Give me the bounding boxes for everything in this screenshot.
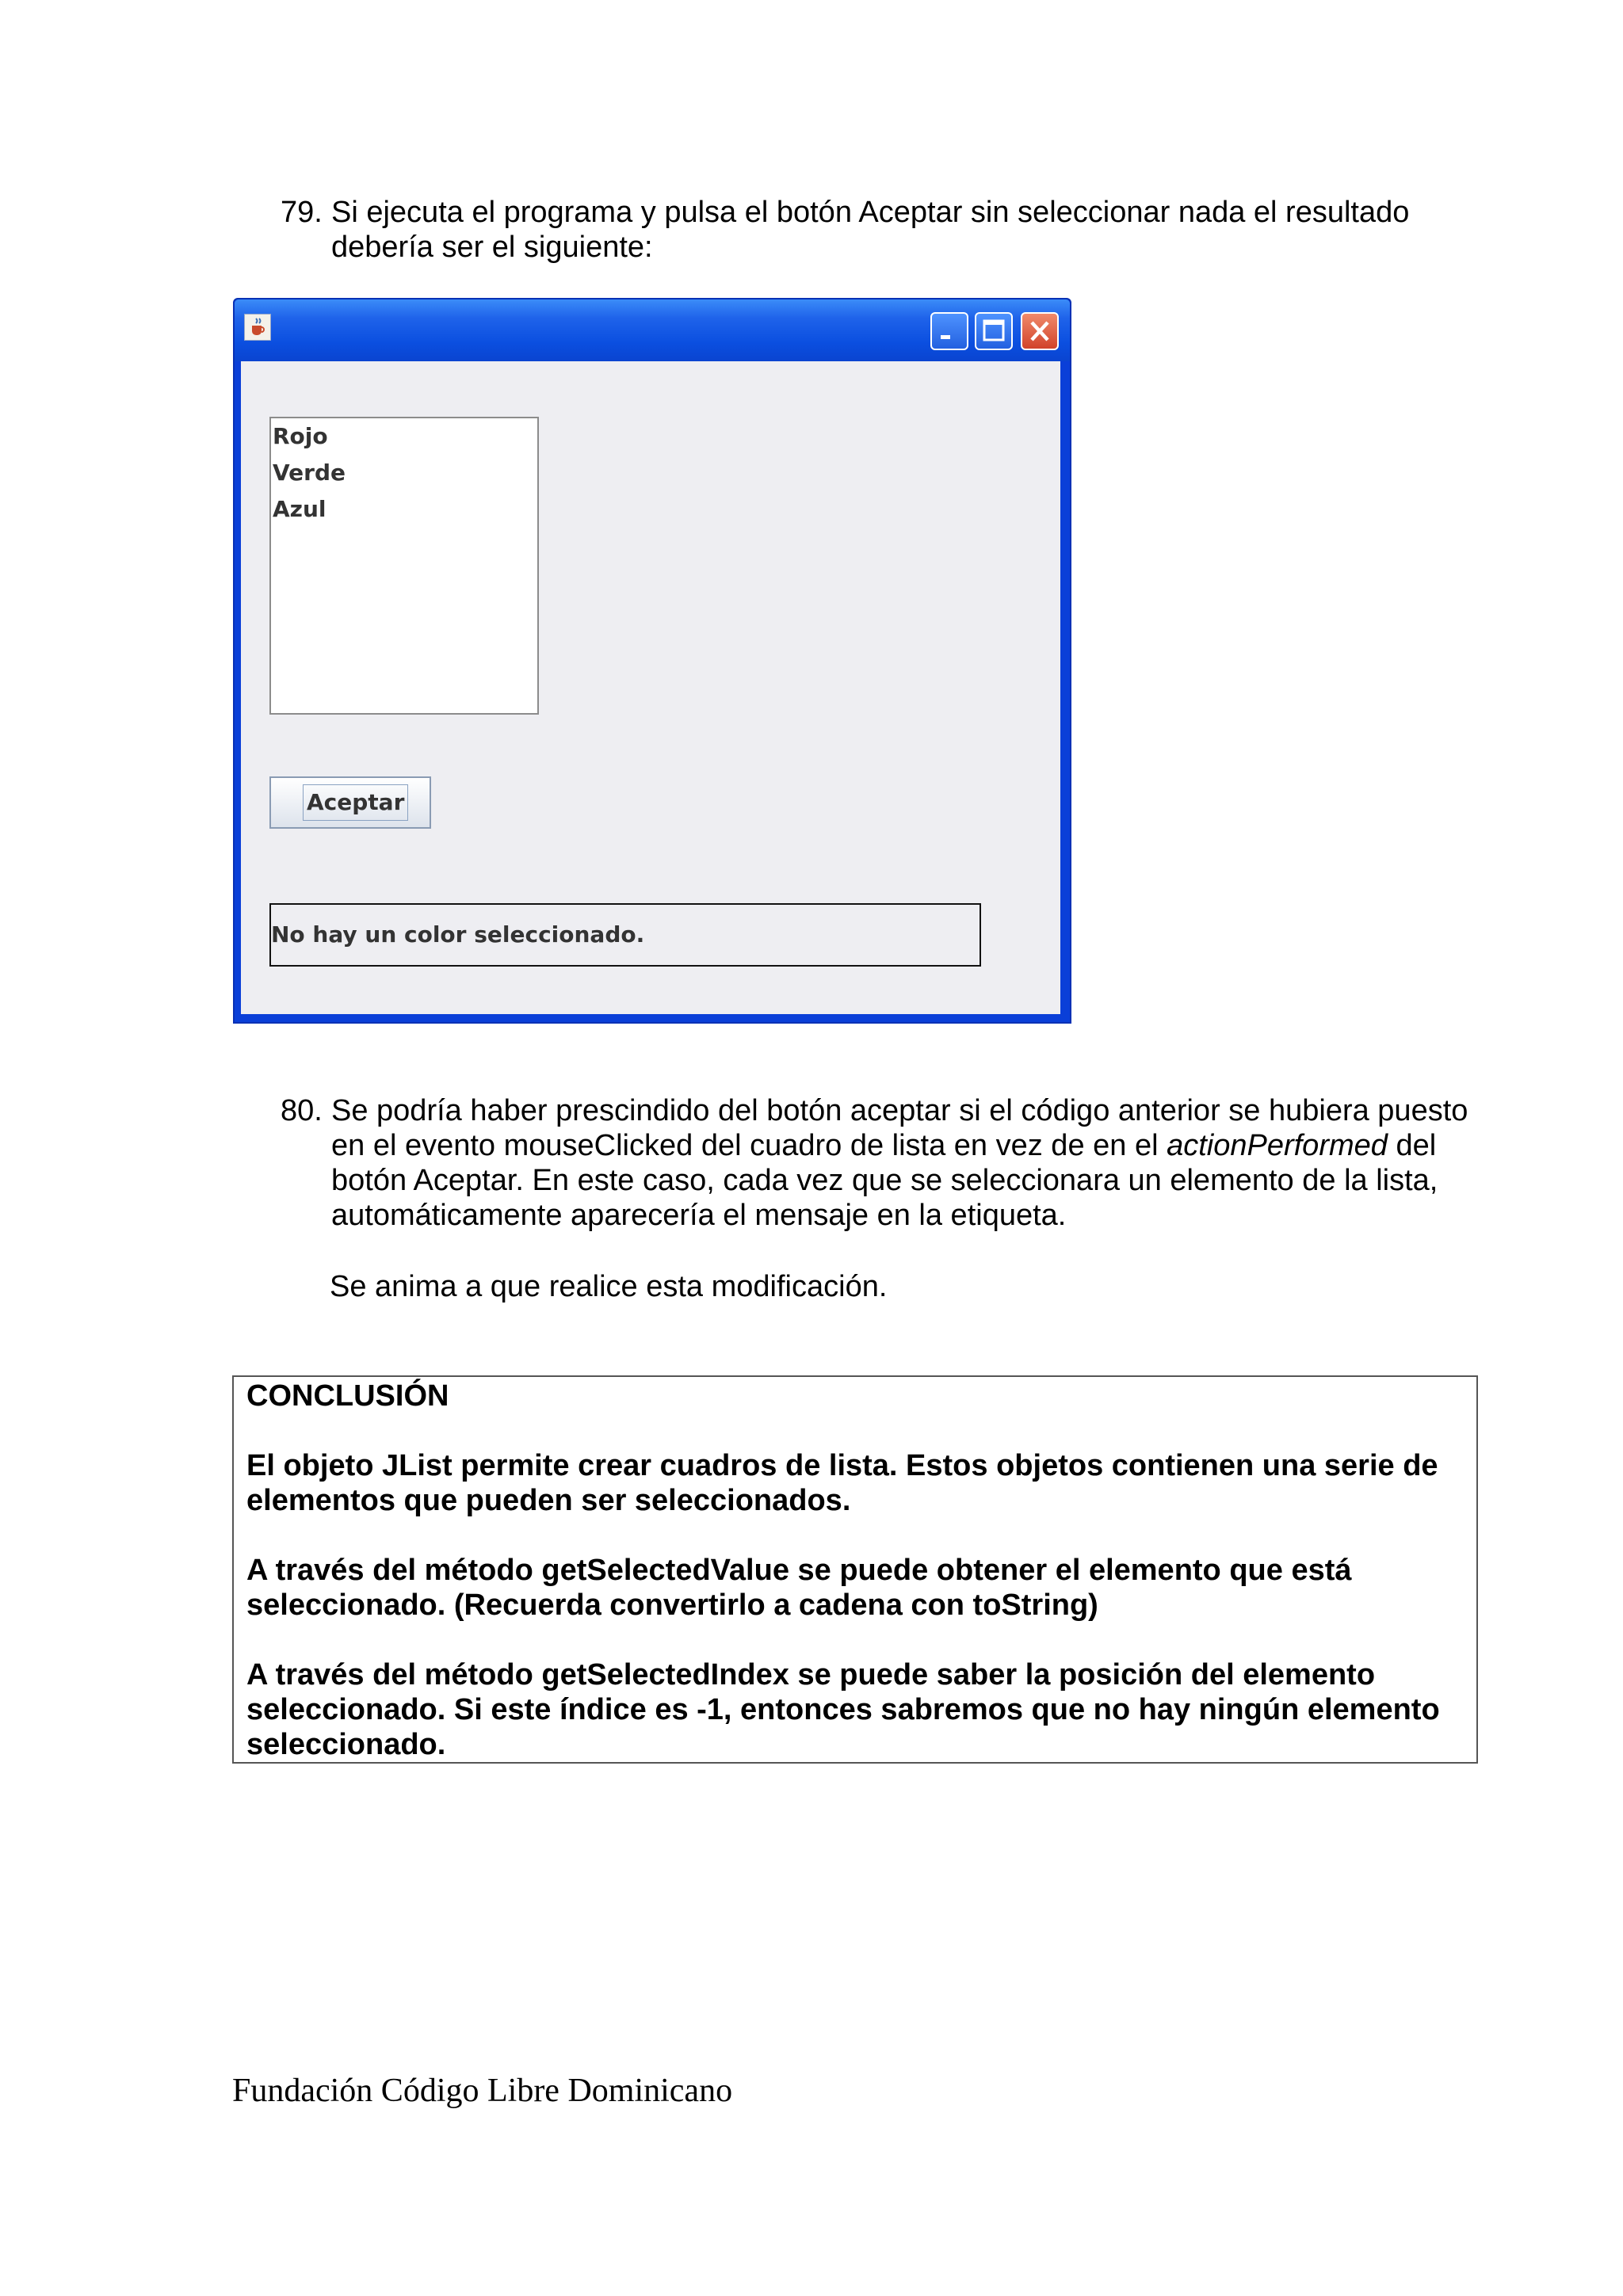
color-list[interactable] bbox=[269, 417, 539, 715]
conclusion-paragraph bbox=[246, 1448, 1476, 1518]
text-line: automáticamente aparecería el mensaje en la etiqueta. bbox=[331, 1199, 1067, 1232]
close-icon bbox=[1022, 314, 1057, 349]
item-80-text bbox=[331, 1093, 1468, 1233]
page-footer: Fundación Código Libre Dominicano bbox=[232, 2073, 733, 2109]
conclusion-paragraph bbox=[246, 1553, 1476, 1623]
conclusion-paragraph bbox=[246, 1657, 1476, 1762]
text-line: El objeto JList permite crear cuadros de lista. Estos objetos contienen una serie de bbox=[246, 1449, 1438, 1482]
conclusion-box bbox=[232, 1375, 1478, 1764]
item-79-text bbox=[331, 195, 1409, 265]
list-item[interactable]: Verde bbox=[273, 460, 346, 486]
conclusion-title: CONCLUSIÓN bbox=[246, 1379, 449, 1413]
list-item[interactable]: Azul bbox=[273, 496, 327, 522]
text-line: seleccionado. Si este índice es -1, entonces sabremos que no hay ningún elemento bbox=[246, 1693, 1440, 1726]
maximize-icon bbox=[976, 314, 1011, 349]
text-line: A través del método getSelectedIndex se puede saber la posición del elemento bbox=[246, 1658, 1376, 1691]
text-line: debería ser el siguiente: bbox=[331, 231, 653, 264]
text-line: Se podría haber prescindido del botón aceptar si el código anterior se hubiera puesto bbox=[331, 1094, 1468, 1127]
text-line: seleccionado. (Recuerda convertirlo a cadena con toString) bbox=[246, 1589, 1098, 1622]
maximize-button[interactable] bbox=[975, 312, 1013, 350]
text-line bbox=[331, 1128, 1468, 1163]
minimize-button[interactable] bbox=[930, 312, 968, 350]
accept-button[interactable] bbox=[269, 776, 431, 829]
window-titlebar bbox=[235, 299, 1070, 361]
java-window-screenshot bbox=[233, 298, 1071, 1024]
status-label: No hay un color seleccionado. bbox=[269, 903, 981, 967]
text-line: elementos que pueden ser seleccionados. bbox=[246, 1484, 851, 1517]
text-run: del bbox=[1387, 1129, 1437, 1162]
close-button[interactable] bbox=[1021, 312, 1059, 350]
window-content bbox=[241, 361, 1060, 1014]
text-line: A través del método getSelectedValue se puede obtener el elemento que está bbox=[246, 1554, 1352, 1587]
text-line: seleccionado. bbox=[246, 1728, 446, 1761]
java-cup-icon bbox=[244, 314, 271, 341]
text-line: Si ejecuta el programa y pulsa el botón Aceptar sin seleccionar nada el resultado bbox=[331, 196, 1410, 229]
text-run: en el evento mouseClicked del cuadro de lista en vez de en el bbox=[331, 1129, 1167, 1162]
item-80-note: Se anima a que realice esta modificación. bbox=[330, 1270, 888, 1303]
list-item[interactable]: Rojo bbox=[273, 423, 328, 449]
italic-term: actionPerformed bbox=[1167, 1129, 1388, 1162]
text-line: botón Aceptar. En este caso, cada vez que se seleccionara un elemento de la lista, bbox=[331, 1164, 1438, 1197]
minimize-icon bbox=[932, 314, 967, 349]
item-79-number: 79. bbox=[281, 196, 323, 229]
item-80-number: 80. bbox=[281, 1094, 323, 1127]
accept-button-label: Aceptar bbox=[303, 784, 408, 821]
